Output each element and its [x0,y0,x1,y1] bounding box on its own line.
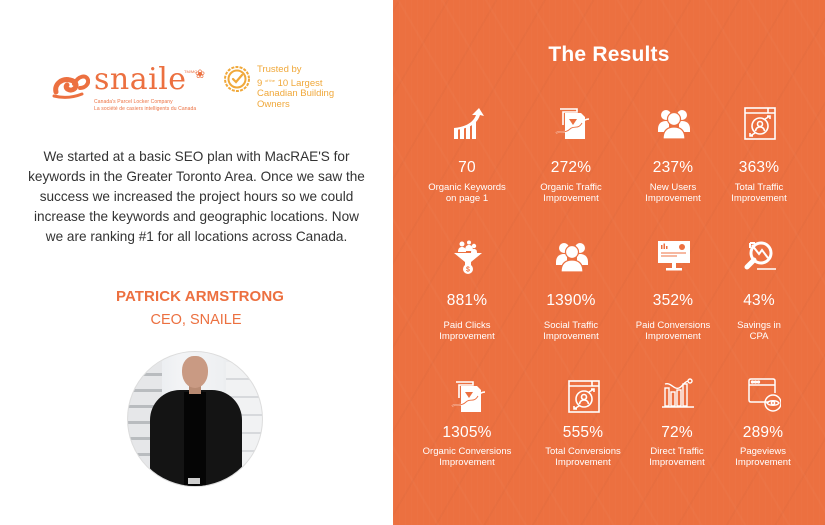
stat-label-line: Improvement [439,331,495,342]
trust-text [257,65,334,110]
stat-label [415,320,519,342]
stat-label-line: Improvement [555,457,611,468]
stat-label [415,182,519,204]
testimonial-panel [0,0,393,525]
photo-figure [188,478,200,484]
stat-label [707,320,811,342]
stat-label-line: Total Traffic [734,182,784,193]
trust-line-2 [257,76,334,90]
stat-value: 352% [652,292,694,309]
tagline-en: Canada's Parcel Locker Company [94,99,173,105]
snail-icon [52,70,90,100]
stat-label-line: Paid Clicks [443,320,491,331]
monitor-dashboard-icon [657,240,691,274]
stat-label-line: Improvement [731,193,787,204]
stat-label-line: CPA [749,331,769,342]
results-title: The Results [548,43,670,66]
stat-label-line: Paid Conversions [635,320,711,331]
stat-value: 881% [446,292,488,309]
stat-value: 237% [652,159,694,176]
testimonial-quote: We started at a basic SEO plan with MacRAE'S for keywords in the Greater Toronto Area. Once we saw the success we increased the project hours so we could increase the keywords and geographic locations. Now we are ranking #1 for all locations across Canada. [28,149,365,244]
browser-user-icon [743,107,777,141]
trust-sup: of the [264,77,275,83]
stat-label [531,446,635,468]
stat-label-line: Improvement [645,193,701,204]
stat-value: 1390% [546,292,596,309]
stat-value: 555% [562,424,604,441]
tagline-fr: La société de casiers intelligents du Canada [94,106,197,112]
stat-label-line: Savings in [737,320,781,331]
results-panel [393,0,825,525]
growth-chart-icon [451,107,485,141]
stat-label-line: Improvement [439,457,495,468]
stat-label-line: Improvement [649,457,705,468]
stat-value: 363% [738,159,780,176]
stat-value: 1305% [442,424,492,441]
trust-line-4: Owners [257,98,290,110]
funnel-dollar-icon [451,240,485,274]
stat-value: 70 [458,159,476,176]
browser-user-icon [567,380,601,414]
stat-label-line: Improvement [645,331,701,342]
bar-chart-trend-icon [661,378,695,412]
stat-label-line: Improvement [543,331,599,342]
stat-value: 272% [550,159,592,176]
stat-label-line: Direct Traffic [650,446,704,457]
stat-label-line: New Users [649,182,697,193]
avatar [127,351,263,487]
photo-figure [182,356,208,388]
stat-label-line: Total Conversions [545,446,621,457]
stat-label [415,446,519,468]
stat-label-line: Organic Conversions [422,446,512,457]
svg-text:$: $ [466,266,470,274]
stat-label [707,182,811,204]
stat-label-line: Improvement [543,193,599,204]
stat-value: 43% [743,292,775,309]
trust-line-1: Trusted by [257,64,302,75]
stat-value: 72% [661,424,693,441]
trademark: TM/MC [184,69,198,74]
trust-rest: 10 Largest [277,77,323,89]
users-group-icon [555,240,589,274]
person-name: PATRICK ARMSTRONG [115,288,285,305]
stat-label-line: Pageviews [740,446,786,457]
browser-eye-icon [747,378,781,412]
users-group-icon [657,107,691,141]
stat-label [711,446,815,468]
stat-label-line: on page 1 [445,193,489,204]
document-graph-icon [555,107,589,141]
stat-value: 289% [742,424,784,441]
trust-line-3: Canadian Building [257,88,335,100]
stat-label-line: Improvement [735,457,791,468]
maple-leaf-icon: ❀ [195,67,206,81]
stat-label-line: Social Traffic [543,320,599,331]
brand-wordmark: snaile [94,62,187,97]
document-graph-icon [451,380,485,414]
snaile-logo [50,64,210,116]
person-title: CEO, SNAILE [150,312,242,328]
stat-label-line: Organic Keywords [428,182,506,193]
trust-number: 9 [257,77,263,89]
stat-label-line: Organic Traffic [540,182,602,193]
stat-label [519,182,623,204]
check-seal-icon [224,66,250,92]
trust-badge [224,64,354,116]
photo-figure [184,392,206,487]
magnifier-trend-icon [743,240,777,274]
stat-label [519,320,623,342]
logos-row [50,64,350,116]
